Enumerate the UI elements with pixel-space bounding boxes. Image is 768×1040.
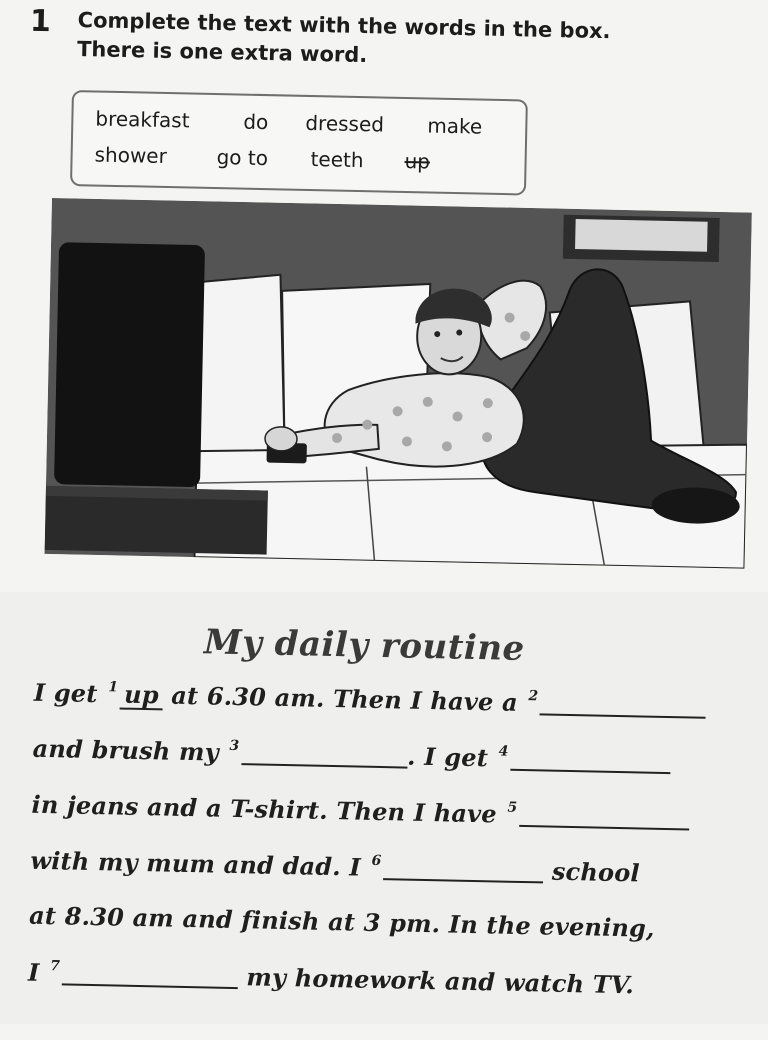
gap-number: 5 <box>507 799 518 816</box>
gap-number: 4 <box>498 743 509 760</box>
passage-text: my homework and watch TV. <box>237 962 635 1000</box>
passage-text: in jeans and a T-shirt. Then I have <box>31 789 506 829</box>
passage-line-3 <box>31 789 689 833</box>
word-option: shower <box>94 142 168 168</box>
passage-title: My daily routine <box>203 622 526 669</box>
answer-blank-3[interactable] <box>241 737 408 768</box>
passage-text: at 8.30 am and finish at 3 pm. In the evening, <box>28 900 655 943</box>
word-option: go to <box>216 145 269 171</box>
word-option-crossed-out: up <box>404 148 431 174</box>
answer-blank-6[interactable] <box>383 852 544 883</box>
passage-text: with my mum and dad. I <box>30 845 370 882</box>
passage-line-2 <box>32 733 670 776</box>
illustration-boy-on-sofa <box>45 198 752 569</box>
passage-text: I get <box>33 677 107 709</box>
wall-picture <box>563 215 720 262</box>
passage-text: I <box>27 957 49 988</box>
example-answer: up <box>120 682 163 711</box>
passage-text: at 6.30 am. Then I have a <box>162 680 527 718</box>
exercise-instruction <box>77 6 758 78</box>
answer-blank-5[interactable] <box>519 799 690 831</box>
reading-text-panel <box>0 592 768 1024</box>
passage-text: school <box>543 856 641 888</box>
word-option: dressed <box>305 110 385 137</box>
word-option: make <box>427 113 483 139</box>
word-option: teeth <box>310 147 364 173</box>
gap-number: 2 <box>528 688 539 705</box>
gap-number: 1 <box>108 679 119 696</box>
gap-number: 6 <box>371 852 382 870</box>
word-box <box>70 90 528 196</box>
passage-line-5 <box>29 901 655 943</box>
word-option: do <box>243 109 269 135</box>
passage-text: . I get <box>406 741 497 773</box>
passage-line-4 <box>30 845 640 888</box>
gap-number: 7 <box>49 958 61 975</box>
answer-blank-2[interactable] <box>540 687 707 718</box>
answer-blank-7[interactable] <box>62 957 239 989</box>
word-option: breakfast <box>95 106 190 133</box>
passage-line-6 <box>28 957 635 1000</box>
passage-line-1 <box>34 677 707 722</box>
instruction-line-1: Complete the text with the words in the box. <box>77 7 611 44</box>
passage-text: and brush my <box>32 733 228 767</box>
gap-number: 3 <box>229 737 240 755</box>
instruction-line-2: There is one extra word. <box>76 36 368 68</box>
answer-blank-4[interactable] <box>510 743 671 774</box>
exercise-number: 1 <box>29 3 52 40</box>
